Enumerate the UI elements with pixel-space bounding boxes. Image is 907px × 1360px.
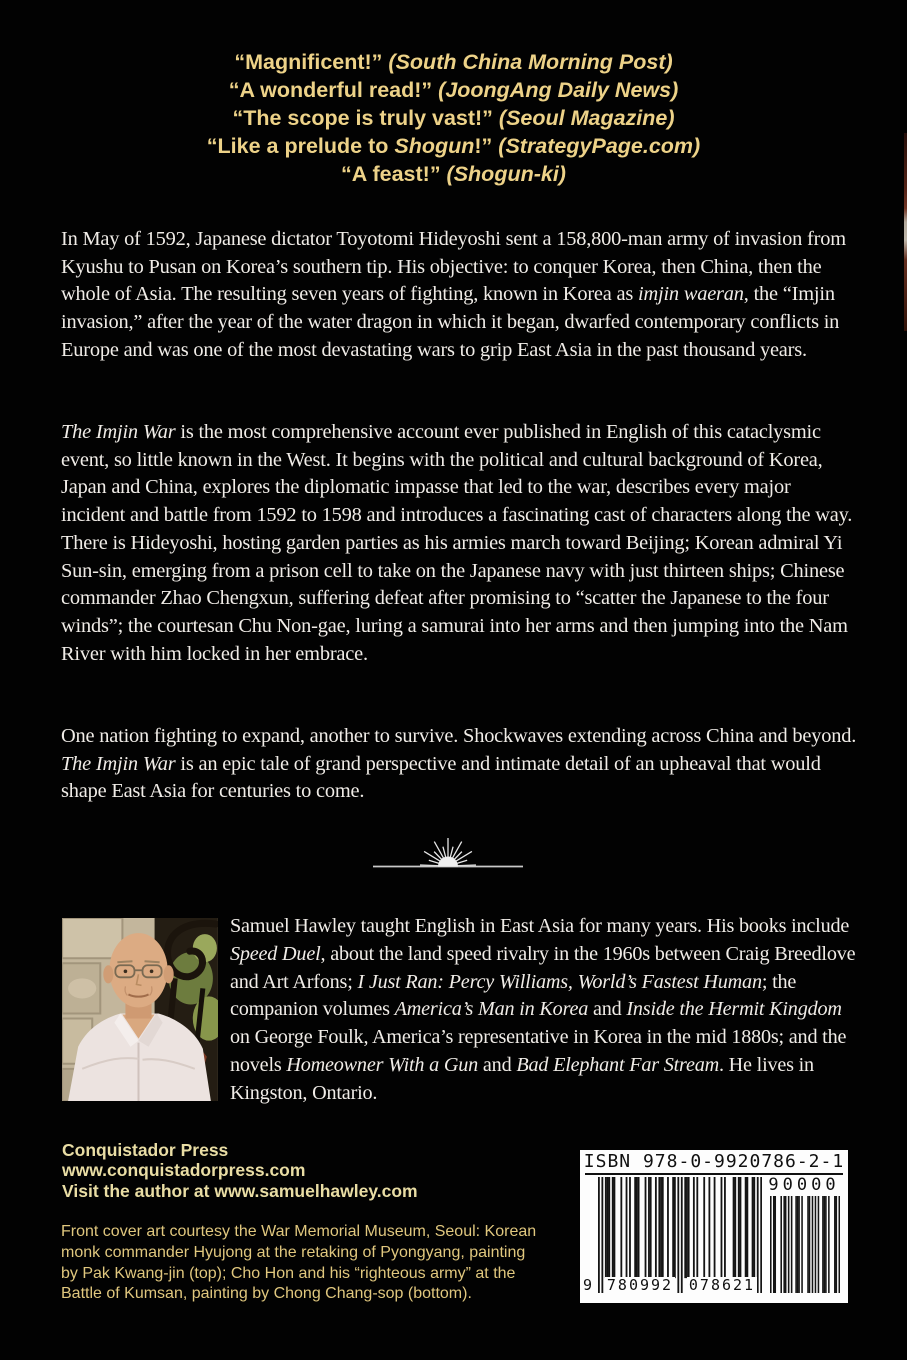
sunburst-icon: [373, 838, 523, 870]
author-url: Visit the author at www.samuelhawley.com: [62, 1180, 418, 1201]
review-quote: “A wonderful read!” (JoongAng Daily News): [228, 78, 679, 102]
isbn-number: ISBN 978-0-9920786-2-1: [583, 1151, 845, 1172]
review-quotes: [0, 48, 907, 188]
review-quote: “Magnificent!” (South China Morning Post): [234, 50, 673, 74]
author-photo: [62, 918, 218, 1101]
sunburst-divider: [373, 838, 523, 870]
barcode-digits-left: 780992: [606, 1276, 674, 1294]
review-quote: “Like a prelude to Shogun!” (StrategyPage.com): [206, 134, 701, 158]
price-code: 90000: [768, 1175, 840, 1195]
synopsis-paragraph: The Imjin War is the most comprehensive account ever published in English of this cataclysmic event, so little known in the West. It begins with the political and cultural background of Korea, Japan and China, explores the diplomatic impasse that led to the war, describes every major incident and battle from 1592 to 1598 and introduces a fascinating cast of characters along the way. There is Hideyoshi, hosting garden parties as his armies march toward Beijing; Korean admiral Yi Sun-sin, emerging from a prison cell to take on the Japanese navy with just thirteen ships; Chinese commander Zhao Chengxun, suffering defeat after promising to “scatter the Japanese to the four winds”; the courtesan Chu Non-gae, luring a samurai into her arms and then jumping into the Nam River with him locked in her embrace.: [61, 421, 853, 665]
review-quote: “The scope is truly vast!” (Seoul Magazine): [232, 106, 675, 130]
isbn-barcode-panel: [580, 1150, 848, 1303]
publisher-block: [62, 1140, 418, 1201]
author-bio: Samuel Hawley taught English in East Asia for many years. His books include Speed Duel, about the land speed rivalry in the 1960s between Craig Breedlove and Art Arfons; I Just Ran: Percy Williams, World’s Fastest Human; the companion volumes America’s Man in Korea and Inside the Hermit Kingdom on George Foulk, America’s representative in Korea in the mid 1880s; and the novels Homeowner With a Gun and Bad Elephant Far Stream. He lives in Kingston, Ontario.: [230, 915, 856, 1104]
cover-art-credit: Front cover art courtesy the War Memorial Museum, Seoul: Korean monk commander Hyujong at the retaking of Pyongyang, painting by Pak Kwang-jin (top); Cho Hon and his “righteous army” at the Battle of Kumsan, painting by Chong Chang-sop (bottom).: [61, 1223, 537, 1303]
barcode-digits-right: 078621: [688, 1276, 756, 1294]
ean5-supplement-barcode: [770, 1196, 840, 1293]
synopsis-paragraph: One nation fighting to expand, another to survive. Shockwaves extending across China and beyond. The Imjin War is an epic tale of grand perspective and intimate detail of an upheaval that would shape East Asia for centuries to come.: [61, 725, 857, 803]
publisher-name: Conquistador Press: [62, 1140, 229, 1160]
publisher-url: www.conquistadorpress.com: [62, 1160, 306, 1181]
review-quote: “A feast!” (Shogun-ki): [341, 162, 566, 186]
barcode-digit-first: 9: [583, 1276, 593, 1294]
synopsis-paragraph: In May of 1592, Japanese dictator Toyotomi Hideyoshi sent a 158,800-man army of invasion from Kyushu to Pusan on Korea’s southern tip. His objective: to conquer Korea, then China, then the whole of Asia. The resulting seven years of fighting, known in Korea as imjin waeran, the “Imjin invasion,” after the year of the water dragon in which it began, dwarfed contemporary conflicts in Europe and was one of the most devastating wars to grip East Asia in the past thousand years.: [61, 228, 846, 361]
author-portrait-illustration: [62, 918, 218, 1101]
